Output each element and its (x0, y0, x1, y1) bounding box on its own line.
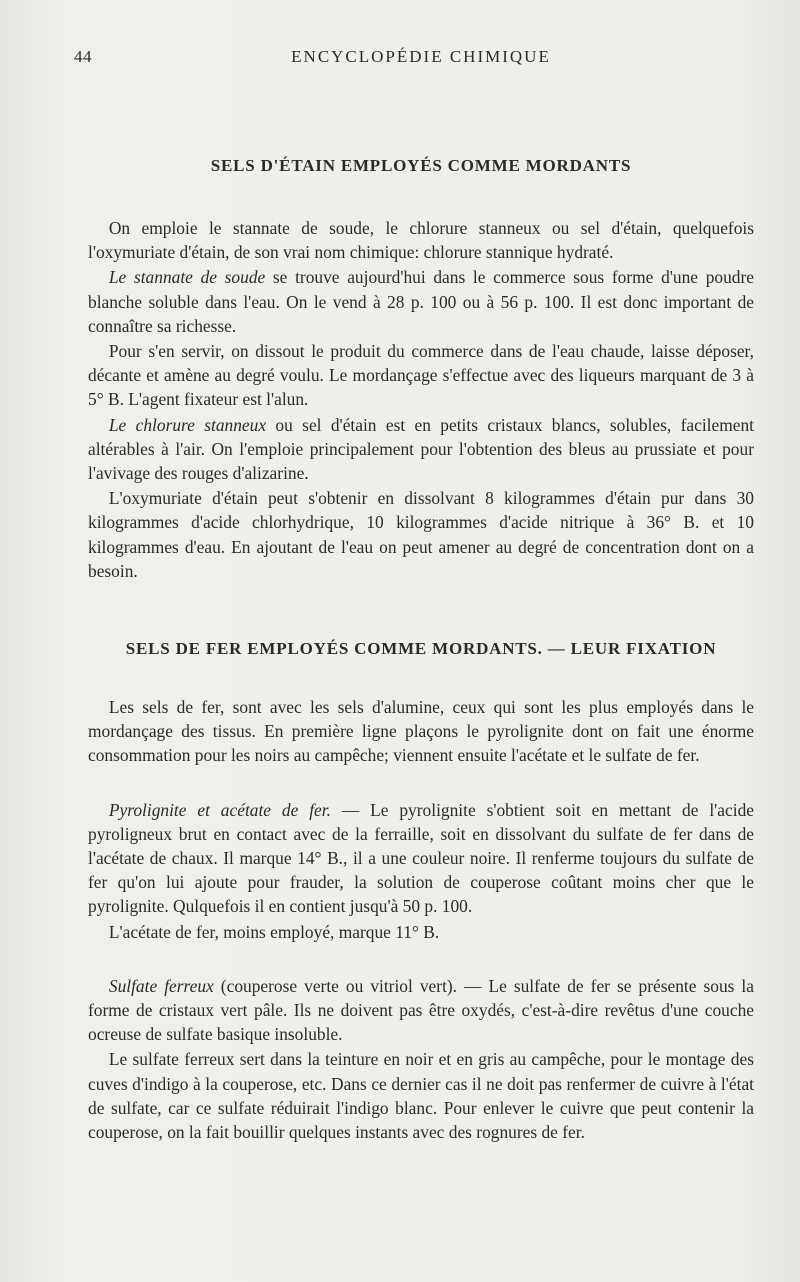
paragraph-lead-in: Le chlorure stanneux (108, 414, 267, 435)
section-title-iron-salts: SELS DE FER EMPLOYÉS COMME MORDANTS. — LEUR FIXATION (125, 639, 717, 659)
paragraph-text: (couperose verte ou vitriol vert). — Le sulfate de fer se présente sous la forme de cristaux vert pâle. Ils ne doivent pas être oxydés, c'est-à-dire revêtus d'une couche ocreuse de sulfate basique insoluble. (88, 975, 754, 1045)
paragraph (88, 265, 754, 338)
section-body-iron-salts (88, 695, 754, 1144)
paragraph: Les sels de fer, sont avec les sels d'alumine, ceux qui sont les plus employés dans le mordançage des tissus. En première ligne plaçons le pyrolignite dont on fait une énorme consommation pour les noirs au campêche; viennent ensuite l'acétate et le sulfate de fer. (88, 697, 754, 766)
paragraph: L'acétate de fer, moins employé, marque 11° B. (108, 921, 440, 942)
section-title-tin-salts: SELS D'ÉTAIN EMPLOYÉS COMME MORDANTS (210, 156, 632, 175)
page-number: 44 (74, 47, 92, 66)
paragraph-text: se trouve aujourd'hui dans le commerce sous forme d'une poudre blanche soluble dans l'eau. On le vend à 28 p. 100 ou à 56 p. 100. Il est donc important de connaître sa richesse. (88, 267, 754, 336)
paragraph (88, 413, 754, 486)
running-header (74, 42, 754, 72)
running-title: ENCYCLOPÉDIE CHIMIQUE (291, 47, 551, 66)
paragraph: L'oxymuriate d'étain peut s'obtenir en dissolvant 8 kilogrammes d'étain pur dans 30 kilogrammes d'acide chlorhydrique, 10 kilogrammes d'acide nitrique à 36° B. et 10 kilogrammes d'eau. En ajoutant de l'eau on peut amener au degré de concentration dont on a besoin. (88, 488, 754, 581)
paragraph (88, 974, 754, 1047)
section-body-tin-salts (88, 216, 754, 583)
paragraph: Pour s'en servir, on dissout le produit du commerce dans de l'eau chaude, laisse déposer, décante et amène au degré voulu. Le mordançage s'effectue avec des liqueurs marquant de 3 à 5° B. L'agent fixateur est l'alun. (88, 341, 754, 410)
paragraph-lead-in: Pyrolignite et acétate de fer. (108, 799, 331, 820)
paragraph: On emploie le stannate de soude, le chlorure stanneux ou sel d'étain, quelquefois l'oxymuriate d'étain, de son vrai nom chimique: chlorure stannique hydraté. (88, 218, 754, 263)
paragraph-lead-in: Sulfate ferreux (108, 975, 214, 996)
paragraph (88, 798, 754, 919)
paragraph-lead-in: Le stannate de soude (108, 267, 266, 288)
paragraph-text: ou sel d'étain est en petits cristaux blancs, solubles, facilement altérables à l'air. On l'emploie principalement pour l'obtention des bleus au prussiate et pour l'avivage des rouges d'alizarine. (88, 414, 754, 484)
paragraph-text: — Le pyrolignite s'obtient soit en mettant de l'acide pyroligneux brut en contact avec de la ferraille, soit en dissolvant du sulfate de fer dans de l'acétate de chaux. Il marque 14° B., il a une couleur noire. Il renferme toujours du sulfate de fer qu'on lui ajoute pour frauder, la solution de couperose coûtant moins cher que le pyrolignite. Qulquefois il en contient jusqu'à 50 p. 100. (88, 799, 754, 917)
paragraph: Le sulfate ferreux sert dans la teinture en noir et en gris au campêche, pour le montage des cuves d'indigo à la couperose, etc. Dans ce dernier cas il ne doit pas renfermer de cuivre à l'état de sulfate, car ce sulfate réduirait l'indigo blanc. Pour enlever le cuivre que peut contenir la couperose, on la fait bouillir quelques instants avec des rognures de fer. (88, 1049, 754, 1143)
